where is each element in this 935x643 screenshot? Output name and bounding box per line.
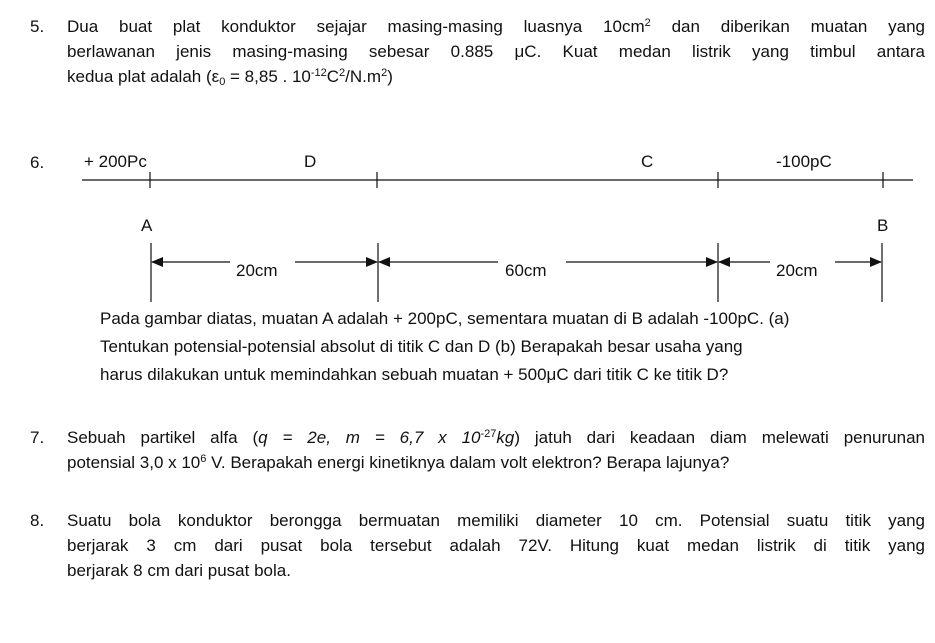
problem-7 bbox=[30, 425, 925, 475]
problem-5-line-1: Dua buat plat konduktor sejajar masing-masing luasnya $10cm^2$ dan diberikan muatan yang bbox=[67, 17, 925, 36]
problem-8-line-1: Suatu bola konduktor berongga bermuatan memiliki diameter 10 cm. Potensial suatu titik yang bbox=[67, 511, 925, 530]
charge-diagram bbox=[0, 0, 935, 310]
problem-5-line-2: berlawanan jenis masing-masing sebesar 0.885 μC. Kuat medan listrik yang timbul antara bbox=[67, 42, 925, 61]
point-d-label: D bbox=[304, 152, 317, 171]
problem-6-number: 6. bbox=[30, 153, 45, 172]
problem-8-line-3: berjarak 8 cm dari pusat bola. bbox=[67, 561, 291, 580]
dist-ad-label: 20cm bbox=[236, 261, 278, 280]
problem-5-number: 5. bbox=[30, 17, 45, 36]
problem-6-text bbox=[100, 305, 925, 389]
problem-7-line-1: Sebuah partikel alfa (q = 2e, m = 6,7 x $10^{-27}kg$) jatuh dari keadaan diam melewati penurunan bbox=[67, 428, 925, 447]
problem-6-line-3: harus dilakukan untuk memindahkan sebuah muatan + 500μC dari titik C ke titik D? bbox=[100, 365, 729, 384]
problem-7-number: 7. bbox=[30, 428, 45, 447]
problem-7-line-2: potensial 3,0 x $10^6$ V. Berapakah energi kinetiknya dalam volt elektron? Berapa lajunya? bbox=[67, 453, 730, 472]
problem-8-text bbox=[67, 508, 925, 583]
problem-8-line-2: berjarak 3 cm dari pusat bola tersebut adalah 72V. Hitung kuat medan listrik di titik yang bbox=[67, 536, 925, 555]
dist-dc-label: 60cm bbox=[505, 261, 547, 280]
problem-6-line-2: Tentukan potensial-potensial absolut di titik C dan D (b) Berapakah besar usaha yang bbox=[100, 337, 743, 356]
point-a-label: A bbox=[141, 216, 153, 235]
dist-cb-label: 20cm bbox=[776, 261, 818, 280]
problem-8-number: 8. bbox=[30, 511, 45, 530]
charge-b-label: -100pC bbox=[776, 152, 832, 171]
problem-6-line-1: Pada gambar diatas, muatan A adalah + 200pC, sementara muatan di B adalah -100pC. (a) bbox=[100, 309, 790, 328]
charge-a-label: + 200Pc bbox=[84, 152, 147, 171]
problem-5-line-3: kedua plat adalah ($\varepsilon_0 = 8,85$ . $10^{-12}C^2/N.m^2$) bbox=[67, 67, 393, 88]
point-b-label: B bbox=[877, 216, 889, 235]
point-c-label: C bbox=[641, 152, 654, 171]
problem-7-text bbox=[67, 425, 925, 475]
problem-8 bbox=[30, 508, 925, 583]
